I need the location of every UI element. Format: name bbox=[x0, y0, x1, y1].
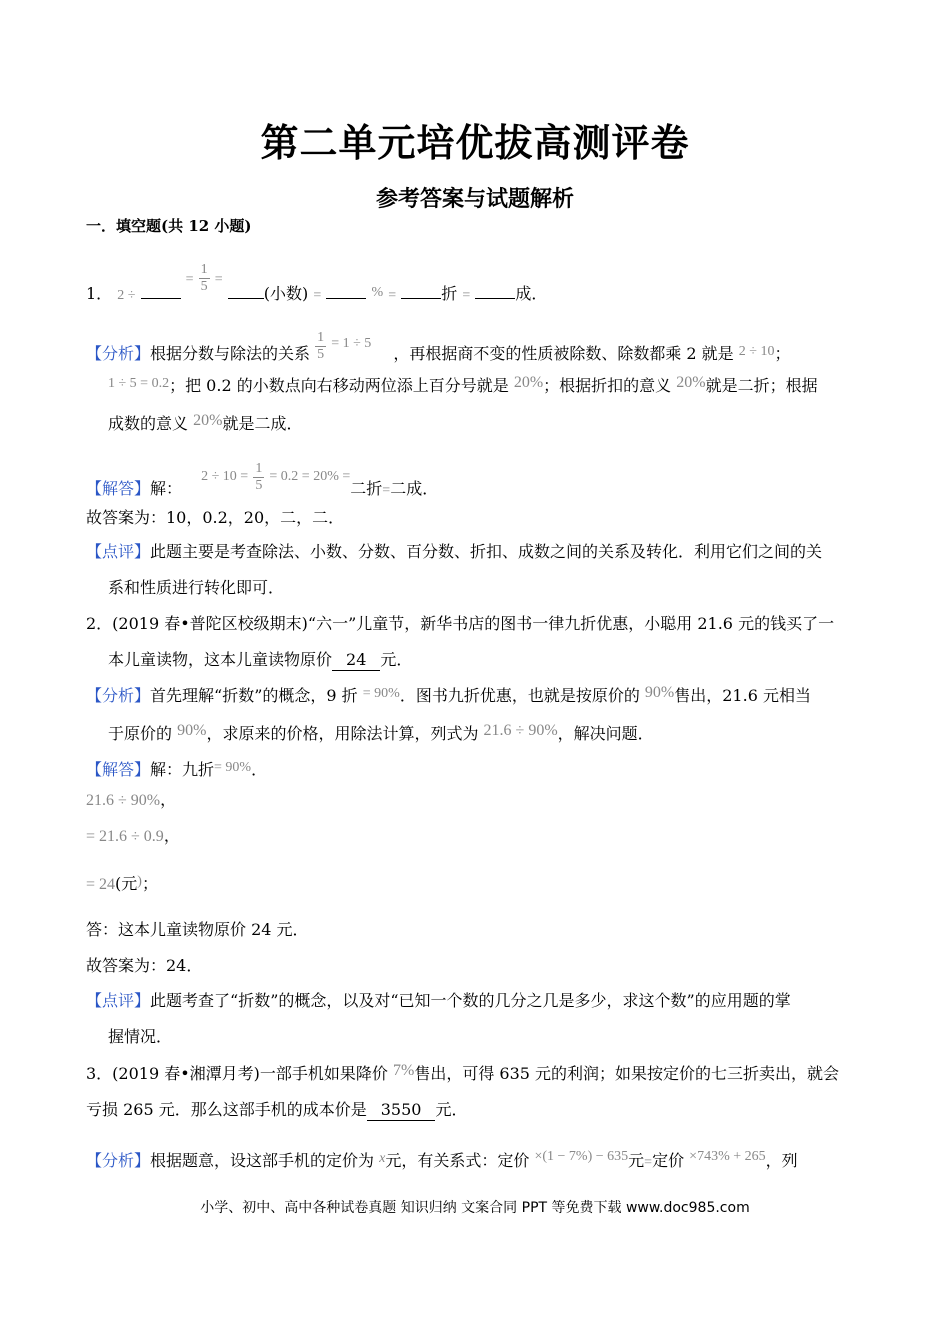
q3-analysis-text: 元 bbox=[628, 1151, 645, 1170]
q2-analysis-text: 首先理解“折数”的概念，9 折 bbox=[150, 686, 358, 705]
q1-blank-2 bbox=[228, 282, 264, 299]
q2-analysis-line-1 bbox=[86, 686, 811, 708]
q1-solution-text: 解： bbox=[150, 479, 183, 498]
q1-analysis-text: ；根据折扣的意义 bbox=[543, 376, 672, 395]
q1-analysis-text: 就是二成． bbox=[222, 414, 303, 433]
q2-stem-text: 本儿童读物，这本儿童读物原价 bbox=[108, 650, 333, 669]
q3-stem-line-1 bbox=[86, 1064, 839, 1085]
q3-analysis-math-2: = bbox=[644, 1155, 653, 1170]
q2-step-2-math: = 21.6 ÷ 0.9 bbox=[86, 828, 164, 845]
q1-analysis-math-3: 1 ÷ 5 = 0.2 bbox=[108, 376, 170, 391]
q2-comment-line-1 bbox=[86, 991, 791, 1011]
q1-math-eq2: = bbox=[214, 272, 223, 287]
q2-solution-text: ． bbox=[251, 760, 268, 779]
q2-step-1 bbox=[86, 790, 176, 811]
q2-solution bbox=[86, 760, 267, 782]
q1-blank-3 bbox=[326, 282, 366, 299]
q3-analysis-tag: 【分析】 bbox=[86, 1151, 151, 1170]
q3-stem-math: 7% bbox=[393, 1062, 415, 1079]
q2-step-3-unit: (元 bbox=[115, 874, 138, 893]
q2-step-3-math: = 24 bbox=[86, 876, 116, 893]
q1-fraction: $\frac{1}{5}$ bbox=[200, 262, 208, 294]
q3-stem-text: 售出，可得 635 元的利润；如果按定价的七三折卖出，就会 bbox=[414, 1064, 840, 1083]
q1-solution-text: 二折 bbox=[350, 479, 383, 498]
q3-analysis-text: 元，有关系式：定价 bbox=[385, 1151, 530, 1170]
q3-analysis-text: 根据题意，设这部手机的定价为 bbox=[150, 1151, 375, 1170]
q1-solution-math-1: 2 ÷ 10 = bbox=[201, 469, 249, 484]
q2-comment-line-2: 握情况． bbox=[108, 1027, 173, 1046]
q2-analysis-tag: 【分析】 bbox=[86, 686, 151, 705]
q1-comment-text: 此题主要是考查除法、小数、分数、百分数、折扣、成数之间的关系及转化．利用它们之间的关 bbox=[150, 542, 823, 561]
q1-math-div: 2 ÷ bbox=[117, 288, 136, 303]
q1-analysis-tag: 【分析】 bbox=[86, 344, 151, 363]
q3-answer-blank: 3550 bbox=[367, 1100, 436, 1121]
q2-analysis-line-2 bbox=[108, 724, 654, 745]
q2-solution-tag: 【解答】 bbox=[86, 760, 151, 779]
q1-analysis-math-4: 20% bbox=[513, 374, 544, 391]
q3-analysis-math-1: ×(1 − 7%) − 635 bbox=[534, 1149, 629, 1164]
q1-math-eq4: = bbox=[388, 288, 397, 303]
q2-stem-text: 元． bbox=[380, 650, 413, 669]
q2-analysis-text: ，求原来的价格，用除法计算，列式为 bbox=[206, 724, 479, 743]
q1-solution-text: 二成． bbox=[390, 479, 439, 498]
q2-step-3-tail: ； bbox=[141, 874, 158, 893]
q1-blank-1 bbox=[141, 282, 181, 299]
q1-stem bbox=[86, 262, 548, 311]
q1-cheng: 成． bbox=[515, 284, 548, 303]
q1-solution bbox=[86, 461, 439, 506]
q2-answer: 故答案为：24． bbox=[86, 956, 203, 975]
q1-math-eq5: = bbox=[462, 288, 471, 303]
q1-math-eq1: = bbox=[185, 272, 194, 287]
q1-analysis-math-2: 2 ÷ 10 bbox=[738, 344, 775, 359]
q1-analysis-text: 就是二折；根据 bbox=[705, 376, 818, 395]
q2-answer-blank: 24 bbox=[332, 650, 380, 671]
q3-analysis-line-1 bbox=[86, 1151, 798, 1173]
q3-analysis-text: ，列 bbox=[765, 1151, 798, 1170]
q1-analysis-line-1 bbox=[86, 330, 791, 371]
page-subtitle: 参考答案与试题解析 bbox=[375, 186, 574, 212]
q1-solution-math-2: = 0.2 = 20% = bbox=[269, 469, 351, 484]
q1-solution-math-3: = bbox=[382, 483, 391, 498]
q2-reply: 答：这本儿童读物原价 24 元． bbox=[86, 920, 309, 939]
page-footer: 小学、初中、高中各种试卷真题 知识归纳 文案合同 PPT 等免费下载 www.doc985.com bbox=[200, 1200, 750, 1216]
q2-step-2 bbox=[86, 826, 180, 847]
q1-analysis-fraction: $\frac{1}{5}$ bbox=[317, 330, 325, 362]
q1-math-pct: % bbox=[371, 285, 384, 300]
section-heading: 一．填空题(共 12 小题) bbox=[86, 217, 252, 235]
q2-analysis-math-2: 90% bbox=[644, 684, 675, 701]
page-title: 第二单元培优拔高测评卷 bbox=[260, 120, 690, 165]
q1-blank-4 bbox=[401, 282, 441, 299]
q1-comment-tag: 【点评】 bbox=[86, 542, 151, 561]
q2-step-1-tail: ， bbox=[160, 790, 177, 809]
q1-comment-line-2: 系和性质进行转化即可． bbox=[108, 578, 285, 597]
q1-analysis-math-6: 20% bbox=[193, 412, 223, 429]
q2-analysis-text: ．图书九折优惠，也就是按原价的 bbox=[399, 686, 640, 705]
q2-step-3 bbox=[86, 874, 158, 896]
q1-analysis-text: ； bbox=[774, 344, 791, 363]
q1-analysis-math-5: 20% bbox=[676, 374, 706, 391]
q2-analysis-text: 售出，21.6 元相当 bbox=[674, 686, 811, 705]
q1-number: 1． bbox=[86, 284, 113, 303]
q1-math-eq3: = bbox=[313, 288, 322, 303]
q2-analysis-text: ，解决问题． bbox=[557, 724, 654, 743]
q3-stem-text: 元． bbox=[435, 1100, 468, 1119]
q1-solution-tag: 【解答】 bbox=[86, 479, 151, 498]
q2-step-1-math: 21.6 ÷ 90% bbox=[86, 792, 161, 809]
q2-solution-math-1: = 90% bbox=[214, 760, 252, 775]
q3-analysis-var: x bbox=[379, 1151, 386, 1166]
q1-answer: 故答案为：10，0.2，20，二，二． bbox=[86, 508, 345, 527]
q1-xiaoshu: (小数) bbox=[263, 284, 309, 303]
q1-analysis-text: 根据分数与除法的关系 bbox=[150, 344, 311, 363]
q3-analysis-math-3: ×743% + 265 bbox=[689, 1149, 766, 1164]
q2-step-2-tail: ， bbox=[163, 826, 180, 845]
q2-stem-line-1: 2．(2019 春•普陀区校级期末)“六一”儿童节，新华书店的图书一律九折优惠，小聪用 21.6 元的钱买了一 bbox=[86, 614, 835, 633]
q2-comment-text: 此题考查了“折数”的概念，以及对“已知一个数的几分之几是多少，求这个数”的应用题的掌 bbox=[150, 991, 791, 1010]
q2-analysis-text: 于原价的 bbox=[108, 724, 173, 743]
q1-analysis-text: ，再根据商不变的性质被除数、除数都乘 2 就是 bbox=[393, 344, 734, 363]
q1-analysis-line-3 bbox=[108, 414, 302, 435]
q1-comment-line-1 bbox=[86, 542, 822, 562]
q3-stem-text: 3．(2019 春•湘潭月考)一部手机如果降价 bbox=[86, 1064, 388, 1083]
q2-stem-line-2 bbox=[108, 650, 412, 671]
q2-analysis-math-3: 90% bbox=[177, 722, 207, 739]
q2-comment-tag: 【点评】 bbox=[86, 991, 151, 1010]
q1-blank-5 bbox=[475, 282, 515, 299]
q3-stem-text: 亏损 265 元．那么这部手机的成本价是 bbox=[86, 1100, 367, 1119]
q3-stem-line-2 bbox=[86, 1100, 467, 1121]
q1-analysis-line-2 bbox=[108, 376, 818, 398]
q1-zhe: 折 bbox=[441, 284, 458, 303]
q3-analysis-text: 定价 bbox=[652, 1151, 685, 1170]
q1-analysis-text: ；把 0.2 的小数点向右移动两位添上百分号就是 bbox=[169, 376, 509, 395]
q1-analysis-text: 成数的意义 bbox=[108, 414, 189, 433]
q2-analysis-math-1: = 90% bbox=[362, 686, 400, 701]
q1-solution-fraction: $\frac{1}{5}$ bbox=[255, 461, 263, 493]
q2-analysis-math-4: 21.6 ÷ 90% bbox=[483, 722, 558, 739]
q2-solution-text: 解：九折 bbox=[150, 760, 215, 779]
q1-analysis-math-1: = 1 ÷ 5 bbox=[331, 336, 372, 351]
q2-step-3-paren: ) bbox=[137, 874, 142, 889]
